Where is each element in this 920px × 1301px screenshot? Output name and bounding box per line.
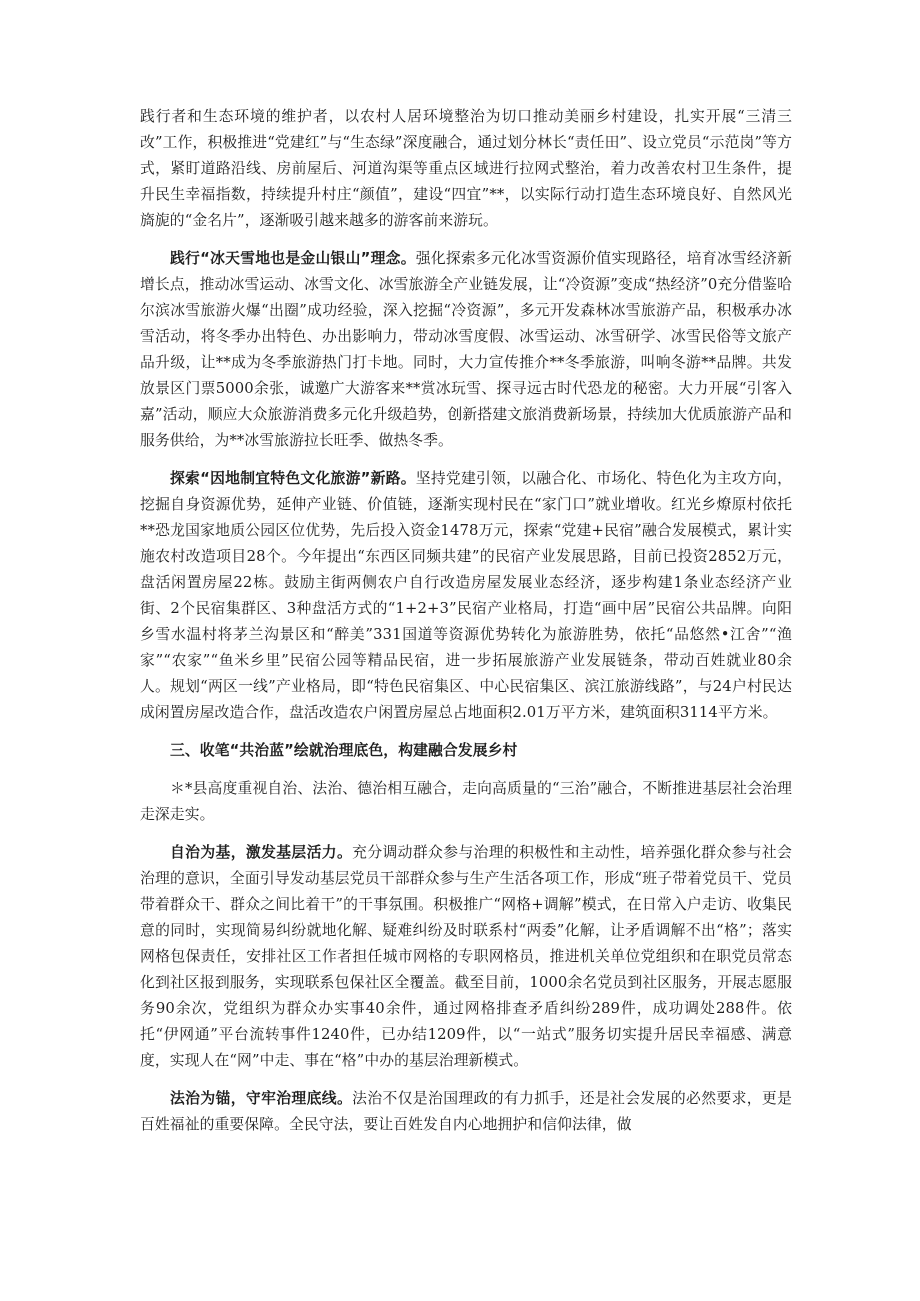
paragraph-culture-tourism bbox=[140, 466, 792, 726]
paragraph-ice-snow bbox=[140, 246, 792, 454]
paragraph-body-rule-of-law: 法治不仅是治国理政的有力抓手，还是社会发展的必然要求，更是百姓福祉的重要保障。全民守法，要让百姓发自内心地拥护和信仰法律，做 bbox=[140, 1090, 793, 1133]
paragraph-governance-intro: ＊*县高度重视自治、法治、德治相互融合，走向高质量的“三治”融合，不断推进基层社会治理走深走实。 bbox=[140, 780, 792, 823]
paragraph-body-culture-tourism: 坚持党建引领，以融合化、市场化、特色化为主攻方向，挖掘自身资源优势，延伸产业链、价值链，逐渐实现村民在“家门口”就业增收。红光乡燎原村依托**恐龙国家地质公园区位优势，先后投入资金1478万元，探索“党建+民宿”融合发展模式，累计实施农村改造项目28个。今年提出“东西区同频共建”的民宿产业发展思路，目前已投资2852万元，盘活闲置房屋22栋。鼓励主街两侧农户自行改造房屋发展业态经济，逐步构建1条业态经济产业街、2个民宿集群区、3种盘活方式的“1+2+3”民宿产业格局，打造“画中居”民宿公共品牌。向阳乡雪水温村将茅兰沟景区和“醉美”331国道等资源优势转化为旅游胜势，依托“品悠然•江舍”“渔家”“农家”“鱼米乡里”民宿公园等精品民宿，进一步拓展旅游产业发展链条，带动百姓就业80余人。规划“两区一线”产业格局，即“特色民宿集区、中心民宿集区、滨江旅游线路”，与24户村民达成闲置房屋改造合作，盘活改造农户闲置房屋总占地面积2.01万平方米，建筑面积3114平方米。 bbox=[140, 470, 792, 721]
paragraph-rule-of-law bbox=[140, 1086, 792, 1138]
section-heading-3: 三、收笔“共治蓝”绘就治理底色，构建融合发展乡村 bbox=[170, 742, 518, 759]
paragraph-lead-ice-snow: 践行“冰天雪地也是金山银山”理念。 bbox=[170, 250, 416, 267]
paragraph-body-self-governance: 充分调动群众参与治理的积极性和主动性，培养强化群众参与社会治理的意识，全面引导发动基层党员干部群众参与生产生活各项工作，形成“班子带着党员干、党员带着群众干、群众之间比着干”的干事氛围。积极推广“网格+调解”模式，在日常入户走访、收集民意的同时，实现简易纠纷就地化解、疑难纠纷及时联系村“两委”化解，让矛盾调解不出“格”；落实网格包保责任，安排社区工作者担任城市网格的专职网格员，推进机关单位党组织和在职党员常态化到社区报到服务，实现联系包保社区全覆盖。截至目前，1000余名党员到社区服务，开展志愿服务90余次，党组织为群众办实事40余件，通过网格排查矛盾纠纷289件，成功调处288件。依托“伊网通”平台流转事件1240件，已办结1209件，以“一站式”服务切实提升居民幸福感、满意度，实现人在“网”中走、事在“格”中办的基层治理新模式。 bbox=[140, 844, 793, 1069]
paragraph-lead-culture-tourism: 探索“因地制宜特色文化旅游”新路。 bbox=[170, 470, 416, 487]
paragraph-lead-rule-of-law: 法治为锚，守牢治理底线。 bbox=[170, 1090, 353, 1107]
paragraph-continuation: 践行者和生态环境的维护者，以农村人居环境整治为切口推动美丽乡村建设，扎实开展“三清三改”工作，积极推进“党建红”与“生态绿”深度融合，通过划分林长“责任田”、设立党员“示范岗”等方式，紧盯道路沿线、房前屋后、河道沟渠等重点区域进行拉网式整治，着力改善农村卫生条件，提升民生幸福指数，持续提升村庄“颜值”，建设“四宜”**，以实际行动打造生态环境良好、自然风光旖旎的“金名片”，逐渐吸引越来越多的游客前来游玩。 bbox=[140, 108, 792, 229]
paragraph-body-ice-snow: 强化探索多元化冰雪资源价值实现路径，培育冰雪经济新增长点，推动冰雪运动、冰雪文化、冰雪旅游全产业链发展，让“冷资源”变成“热经济”0充分借鉴哈尔滨冰雪旅游火爆“出圈”成功经验，深入挖掘“冷资源”，多元开发森林冰雪旅游产品，积极承办冰雪活动，将冬季办出特色、办出影响力，带动冰雪度假、冰雪运动、冰雪研学、冰雪民俗等文旅产品升级，让**成为冬季旅游热门打卡地。同时，大力宣传推介**冬季旅游，叫响冬游**品牌。共发放景区门票5000余张，诚邀广大游客来**赏冰玩雪、探寻远古时代恐龙的秘密。大力开展“引客入嘉”活动，顺应大众旅游消费多元化升级趋势，创新搭建文旅消费新场景，持续加大优质旅游产品和服务供给，为**冰雪旅游拉长旺季、做热冬季。 bbox=[140, 250, 792, 449]
paragraph-lead-self-governance: 自治为基，激发基层活力。 bbox=[170, 844, 353, 861]
paragraph-self-governance bbox=[140, 840, 792, 1074]
document-page bbox=[140, 104, 792, 1150]
